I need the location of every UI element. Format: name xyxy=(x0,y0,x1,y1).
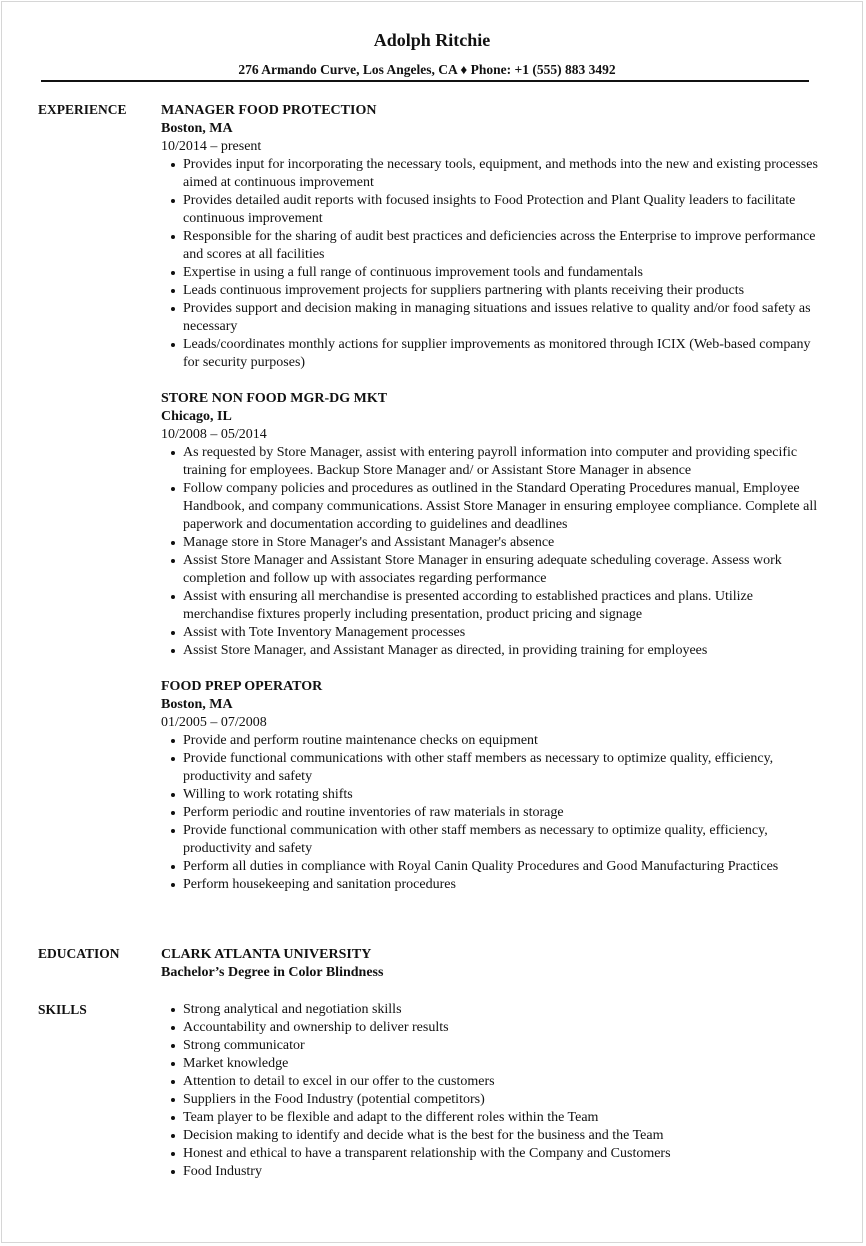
list-item: Provides detailed audit reports with focused insights to Food Protection and Plant Quality leaders to facilitate continuous improvement xyxy=(161,192,826,228)
skills-list xyxy=(161,1001,826,1181)
list-item: Perform housekeeping and sanitation procedures xyxy=(161,876,826,894)
list-item: Decision making to identify and decide what is the best for the business and the Team xyxy=(161,1127,826,1145)
list-item: Provide functional communications with other staff members as necessary to optimize quality, efficiency, productivity and safety xyxy=(161,750,826,786)
job-title: MANAGER FOOD PROTECTION xyxy=(161,103,377,118)
school-name: CLARK ATLANTA UNIVERSITY xyxy=(161,947,372,962)
job-title: FOOD PREP OPERATOR xyxy=(161,679,323,694)
skills-heading: SKILLS xyxy=(38,1002,87,1017)
list-item: Perform all duties in compliance with Royal Canin Quality Procedures and Good Manufacturing Practices xyxy=(161,858,826,876)
list-item: Follow company policies and procedures as outlined in the Standard Operating Procedures manual, Employee Handbook, and company communications. Assist Store Manager in ensuring employee compliance. Complete all paperwork and documentation according to guidelines and deadlines xyxy=(161,480,826,534)
list-item: Strong analytical and negotiation skills xyxy=(161,1001,826,1019)
job-dates: 10/2008 – 05/2014 xyxy=(161,427,267,442)
job-title: STORE NON FOOD MGR-DG MKT xyxy=(161,391,388,406)
header-divider xyxy=(41,80,809,82)
job-dates: 01/2005 – 07/2008 xyxy=(161,715,267,730)
list-item: Expertise in using a full range of continuous improvement tools and fundamentals xyxy=(161,264,826,282)
list-item: Manage store in Store Manager's and Assistant Manager's absence xyxy=(161,534,826,552)
job-location: Chicago, IL xyxy=(161,409,232,424)
list-item: Willing to work rotating shifts xyxy=(161,786,826,804)
experience-section xyxy=(161,102,826,894)
degree: Bachelor’s Degree in Color Blindness xyxy=(161,965,384,980)
candidate-name: Adolph Ritchie xyxy=(373,30,491,50)
list-item: Provide and perform routine maintenance checks on equipment xyxy=(161,732,826,750)
job-location: Boston, MA xyxy=(161,697,233,712)
job-location: Boston, MA xyxy=(161,121,233,136)
list-item: Provide functional communication with other staff members as necessary to optimize quality, efficiency, productivity and safety xyxy=(161,822,826,858)
list-item: Assist with ensuring all merchandise is presented according to established practices and plans. Utilize merchandise fixtures properly including presentation, product pricing and signage xyxy=(161,588,826,624)
education-heading: EDUCATION xyxy=(38,946,120,961)
list-item: As requested by Store Manager, assist with entering payroll information into computer and providing specific training for employees. Backup Store Manager and/ or Assistant Store Manager in absence xyxy=(161,444,826,480)
skills-section xyxy=(161,1001,826,1181)
list-item: Provides support and decision making in managing situations and issues relative to quality and/or food safety as necessary xyxy=(161,300,826,336)
list-item: Provides input for incorporating the necessary tools, equipment, and methods into the new and existing processes aimed at continuous improvement xyxy=(161,156,826,192)
list-item: Strong communicator xyxy=(161,1037,826,1055)
list-item: Honest and ethical to have a transparent relationship with the Company and Customers xyxy=(161,1145,826,1163)
list-item: Food Industry xyxy=(161,1163,826,1181)
job-entry xyxy=(161,678,826,894)
list-item: Team player to be flexible and adapt to the different roles within the Team xyxy=(161,1109,826,1127)
list-item: Responsible for the sharing of audit best practices and deficiencies across the Enterprise to improve performance and scores at all facilities xyxy=(161,228,826,264)
list-item: Assist with Tote Inventory Management processes xyxy=(161,624,826,642)
list-item: Suppliers in the Food Industry (potential competitors) xyxy=(161,1091,826,1109)
education-section xyxy=(161,946,826,982)
list-item: Accountability and ownership to deliver results xyxy=(161,1019,826,1037)
contact-line: 276 Armando Curve, Los Angeles, CA ♦ Phone: +1 (555) 883 3492 xyxy=(238,62,616,77)
job-entry xyxy=(161,390,826,660)
list-item: Assist Store Manager and Assistant Store Manager in ensuring adequate scheduling coverage. Assess work completion and follow up with associates regarding performance xyxy=(161,552,826,588)
job-entry xyxy=(161,102,826,372)
job-dates: 10/2014 – present xyxy=(161,139,262,154)
job-duties-list xyxy=(161,444,826,660)
list-item: Leads continuous improvement projects for suppliers partnering with plants receiving their products xyxy=(161,282,826,300)
list-item: Assist Store Manager, and Assistant Manager as directed, in providing training for employees xyxy=(161,642,826,660)
list-item: Attention to detail to excel in our offer to the customers xyxy=(161,1073,826,1091)
list-item: Leads/coordinates monthly actions for supplier improvements as monitored through ICIX (Web-based company for security purposes) xyxy=(161,336,826,372)
job-duties-list xyxy=(161,732,826,894)
job-duties-list xyxy=(161,156,826,372)
list-item: Perform periodic and routine inventories of raw materials in storage xyxy=(161,804,826,822)
experience-heading: EXPERIENCE xyxy=(38,102,127,117)
list-item: Market knowledge xyxy=(161,1055,826,1073)
